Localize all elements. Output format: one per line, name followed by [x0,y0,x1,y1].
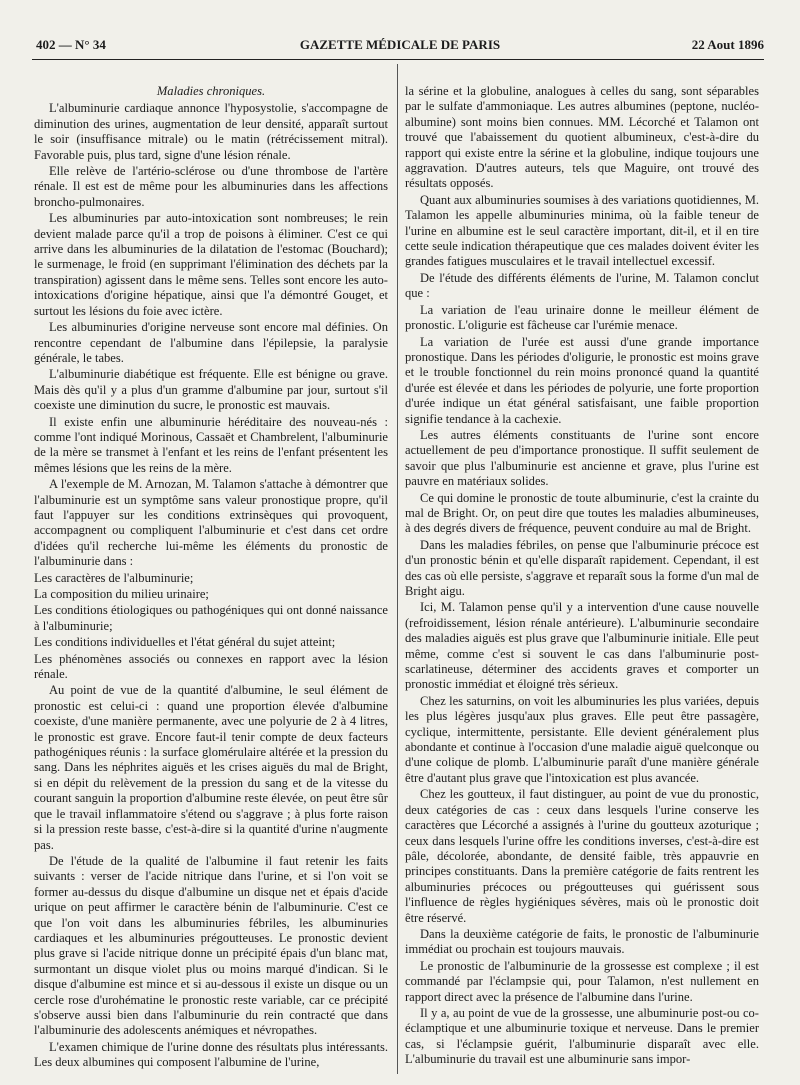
column-divider [397,64,398,1074]
paragraph: Dans la deuxième catégorie de faits, le pronostic de l'albuminurie immédiat ou prochain est toujours mauvais. [405,926,759,957]
paragraph: La variation de l'urée est aussi d'une grande importance pronostique. Dans les périodes d'oligurie, le pronostic est moins grave et le trouble fonctionnel du rein moins prononcé quand la quantité d'urée est élevée et dans les périodes de polyurie, une forte proportion d'urée indique un état général satisfaisant, une faible proportion signifie tendance à la cachexie. [405,334,759,426]
paragraph: Ce qui domine le pronostic de toute albuminurie, c'est la crainte du mal de Bright. Or, on peut dire que toutes les maladies albumineuses, à des degrés divers de fréquence, peuvent conduire au mal de Bright. [405,490,759,536]
issue-date: 22 Aout 1896 [691,37,764,52]
paragraph: Chez les saturnins, on voit les albuminuries les plus variées, depuis les plus légères jusqu'aux plus graves. Elle peut être passagère, cyclique, intermittente, persistante. Elle devient généralement plus abondante et continue à l'occasion d'une maladie aiguë quelconque ou d'une colique de plomb. L'albuminurie paraît d'une manière générale être d'autant plus grave que l'intoxication est plus avancée. [405,693,759,785]
paragraph: De l'étude des différents éléments de l'urine, M. Talamon conclut que : [405,270,759,301]
paragraph: Dans les maladies fébriles, on pense que l'albuminurie précoce est d'un pronostic bénin et qu'elle disparaît rapidement. Cependant, il est des cas où elle persiste, s'aggrave et reparaît sous la forme d'un mal de Bright aigu. [405,537,759,598]
paragraph: Il y a, au point de vue de la grossesse, une albuminurie post-ou co-éclamptique et une albuminurie toxique et nerveuse. Dans le premier cas, si l'éclampsie guérit, l'albuminurie disparaît avec elle. L'albuminurie du travail est une albuminurie sans impor- [405,1005,759,1067]
journal-title: GAZETTE MÉDICALE DE PARIS [299,37,501,52]
paragraph: De l'étude de la qualité de l'albumine il faut retenir les faits suivants : verser de l'acide nitrique dans l'urine, et si l'on voit se former au-dessus du disque d'albumine un disque net et épais d'acide urique on peut affirmer le caractère bénin de l'albuminurie. C'est ce que l'on voit dans les albuminuries fébriles, les albuminuries cardiaques et les albuminuries prégoutteuses. Le pronostic devient plus grave si l'acide nitrique donne un précipité épais d'un blanc mat, surmontant un disque violet plus ou moins marqué d'indican. Si le disque d'albumine est mince et si au-dessous il existe un disque ou un cercle rose d'urohématine le pronostic reste variable, car ce précipité s'observe aussi bien dans l'albuminurie du rein contracté que dans l'albuminurie des adolescents anémiques et névropathes. [34,853,388,1038]
right-column [405,84,759,1069]
list-item: Les conditions individuelles et l'état général du sujet atteint; [34,635,336,650]
paragraph: L'albuminurie diabétique est fréquente. Elle est bénigne ou grave. Mais dès qu'il y a plus d'un gramme d'albumine par jour, surtout s'il coexiste une diminution du sucre, le pronostic est mauvais. [34,367,388,413]
paragraph: Les albuminuries d'origine nerveuse sont encore mal définies. On rencontre cependant de l'albumine dans l'épilepsie, la paralysie générale, le tabes. [34,320,388,365]
paragraph: Ici, M. Talamon pense qu'il y a intervention d'une cause nouvelle (refroidissement, lésion rénale antérieure). L'albuminurie secondaire des maladies aiguës est plus grave que l'albuminurie initiale. Elle peut même, comme c'est si souvent le cas dans l'albuminurie post-scarlatineuse, déterminer des accidents graves et comporter un pronostic immédiat et éloigné très sérieux. [405,600,759,692]
paragraph: La variation de l'eau urinaire donne le meilleur élément de pronostic. L'oligurie est fâcheuse car l'urémie menace. [405,302,759,333]
paragraph: Le pronostic de l'albuminurie de la grossesse est complexe ; il est commandé par l'éclampsie qui, pour Talamon, n'est nullement en rapport direct avec la présence de l'albumine dans l'urine. [405,958,759,1004]
paragraph: A l'exemple de M. Arnozan, M. Talamon s'attache à démontrer que l'albuminurie est un symptôme sans valeur pronostique propre, qu'il faut l'appuyer sur les conditions extrinsèques qui provoquent, accompagnent ou compliquent l'albuminurie et c'est dans cet ordre d'idées qu'il recherche lui-même les éléments du pronostic de l'albuminurie dans : [34,477,388,569]
paragraph: L'examen chimique de l'urine donne des résultats plus intéressants. Les deux albumines qui composent l'albumine de l'urine, [34,1039,388,1070]
paragraph: L'albuminurie cardiaque annonce l'hyposystolie, s'accompagne de diminution des urines, augmentation de leur densité, apparaît surtout le soir (insuffisance mitrale) ou le matin (rétrécissement mitral). Favorable puis, plus tard, signe d'une lésion rénale. [34,101,388,162]
paragraph: Les autres éléments constituants de l'urine sont encore actuellement de peu d'importance pronostique. Il suffit seulement de savoir que plus l'albuminurie est ancienne et grave, plus l'urine est pauvre en matériaux solides. [405,427,759,489]
header-rule [32,59,764,60]
list-item: Les caractères de l'albuminurie; [34,570,194,585]
paragraph: Chez les goutteux, il faut distinguer, au point de vue du pronostic, deux catégories de cas : ceux dans lesquels l'urine conserve les caractères que Lécorché a assignés à l'urine du goutteux azoturique ; ceux dans lesquels l'urine offre les conditions inverses, c'est-à-dire est pâle, décolorée, abondante, de densité faible, très appauvrie en principes constituants. Dans la première catégorie de faits rentrent les albuminuries précoces ou prégoutteuses qui guérissent sous l'influence de règles hygiéniques sévères, mais où le pronostic doit être réservé. [405,787,759,925]
section-heading: Maladies chroniques. [156,84,266,98]
list-item: Les conditions étiologiques ou pathogéniques qui ont donné naissance à l'albuminurie; [34,603,388,633]
list-item: Les phénomènes associés ou connexes en rapport avec la lésion rénale. [34,651,388,682]
list-item: La composition du milieu urinaire; [34,587,209,601]
paragraph: Quant aux albuminuries soumises à des variations quotidiennes, M. Talamon les appelle albuminuries minima, où la faible teneur de l'urine en albumine est le seul caractère important, dit-il, et il en tire cette seule indication thérapeutique que ces malades doivent éviter les grandes fatigues musculaires et le travail intellectuel excessif. [405,192,759,269]
paragraph: Les albuminuries par auto-intoxication sont nombreuses; le rein devient malade parce qu'il a trop de poisons à éliminer. C'est ce qui arrive dans les albuminuries de la dilatation de l'estomac (Bouchard); le surmenage, le froid (en supprimant l'élimination des déchets par la transpiration) agissent dans le même sens. Telles sont encore les auto-intoxications d'origine hépatique, ainsi que l'a démontré Gouget, et surtout les lésions du foie avec ictère. [34,211,388,318]
paragraph: Elle relève de l'artério-sclérose ou d'une thrombose de l'artère rénale. Il est est de même pour les albuminuries dans les affections broncho-pulmonaires. [34,164,388,209]
paragraph: la sérine et la globuline, analogues à celles du sang, sont séparables par le sulfate d'ammoniaque. Les autres albumines (peptone, nucléo-albumine) sont moins bien connues. MM. Lécorché et Talamon ont trouvé que l'abaissement du quotient albumineux, c'est-à-dire du rapport qui existe entre la sérine et la globuline, indique toujours une aggravation. D'autres auteurs, tels que Maguire, ont trouvé des résultats opposés. [405,84,759,191]
paragraph: Il existe enfin une albuminurie héréditaire des nouveau-nés : comme l'ont indiqué Morinous, Cassaët et Chambrelent, l'albuminurie de la mère se transmet à l'enfant et les reins de l'enfant présentent les mêmes lésions que les reins de la mère. [34,414,388,475]
paragraph: Au point de vue de la quantité d'albumine, le seul élément de pronostic est celui-ci : quand une proportion élevée d'albumine coexiste, d'une manière permanente, avec une polyurie de 2 à 4 litres, le pronostic est grave. Encore faut-il tenir compte de deux facteurs pathogéniques réunis : la surface glomérulaire altérée et la pression du sang. Dans les néphrites aiguës et les crises aiguës du mal de Bright, si en dépit du relèvement de la pression du sang et de la vitesse du courant sanguin la proportion d'albumine reste élevée, on peut être sûr que le travail inflammatoire s'étend ou s'aggrave ; à plus forte raison si la pression reste basse, c'est-à-dire si la quantité d'urine n'augmente pas. [34,683,388,852]
left-column [34,84,388,1072]
page-number: 402 — N° 34 [36,37,106,52]
